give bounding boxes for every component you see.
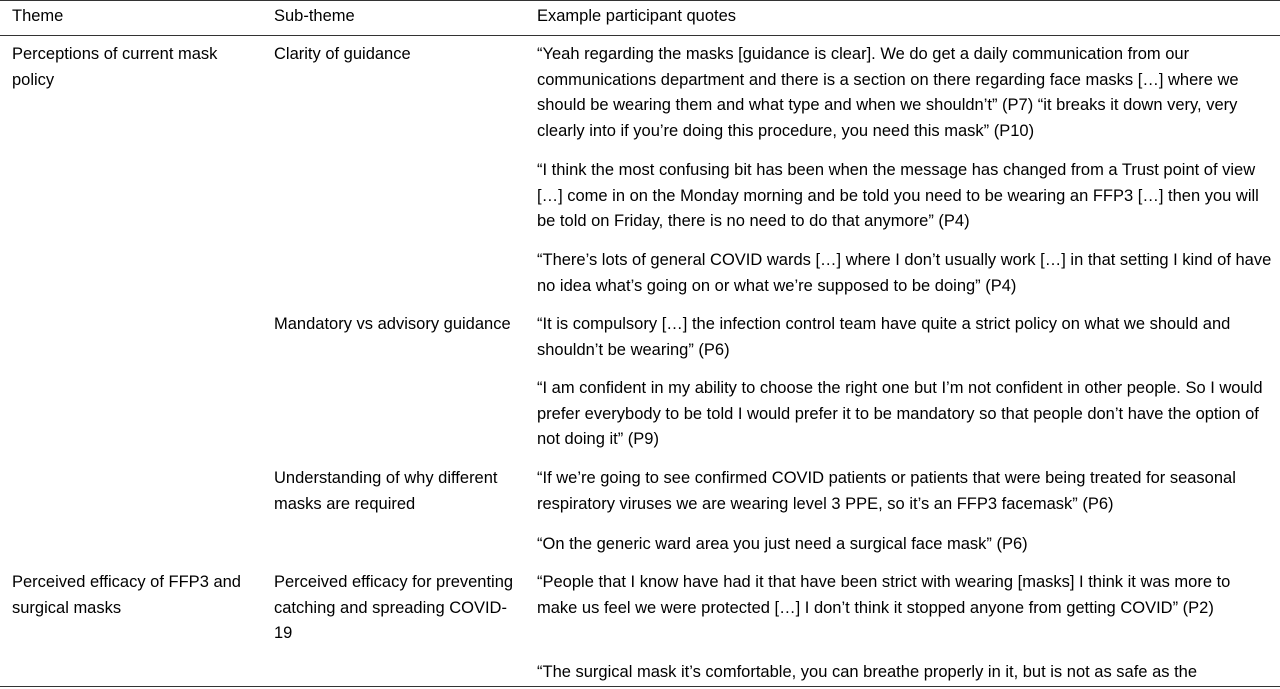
header-bottom-rule <box>0 35 1280 36</box>
header-theme: Theme <box>12 7 64 25</box>
sub-theme-cell: Clarity of guidance <box>274 45 411 63</box>
theme-cell: Perceived efficacy of FFP3 and surgical masks <box>12 573 241 617</box>
sub-theme-cell: Understanding of why different masks are required <box>274 469 498 513</box>
theme-cell: Perceptions of current mask policy <box>12 45 218 89</box>
table-bottom-rule <box>0 686 1280 687</box>
quote-cell: “The surgical mask it’s comfortable, you can breathe properly in it, but is not as safe as the <box>537 663 1198 681</box>
quote-cell: “On the generic ward area you just need a surgical face mask” (P6) <box>537 535 1028 553</box>
header-quotes: Example participant quotes <box>537 7 737 25</box>
header-sub-theme: Sub-theme <box>274 7 355 25</box>
table-top-rule <box>0 0 1280 1</box>
quote-cell: “Yeah regarding the masks [guidance is clear]. We do get a daily communication from our communications department and there is a section on there regarding face masks […] where we should be wearing them and what type and when we shouldn’t” (P7) “it breaks it down very, very clearly into if you’re doing this procedure, you need this mask” (P10) <box>537 45 1239 140</box>
quote-cell: “I am confident in my ability to choose the right one but I’m not confident in other people. So I would prefer everybody to be told I would prefer it to be mandatory so that people don’t have the option of not doing it” (P9) <box>537 379 1263 448</box>
quote-cell: “There’s lots of general COVID wards […] where I don’t usually work […] in that setting I kind of have no idea what’s going on or what we’re supposed to be doing” (P4) <box>537 251 1272 295</box>
quote-cell: “It is compulsory […] the infection control team have quite a strict policy on what we should and shouldn’t be wearing” (P6) <box>537 315 1231 359</box>
quote-cell: “I think the most confusing bit has been when the message has changed from a Trust point of view […] come in on the Monday morning and be told you need to be wearing an FFP3 […] then you will be told on Friday, there is no need to do that anymore” (P4) <box>537 161 1259 230</box>
sub-theme-cell: Perceived efficacy for preventing catching and spreading COVID-19 <box>274 573 514 642</box>
quote-cell: “People that I know have had it that have been strict with wearing [masks] I think it was more to make us feel we were protected […] I don’t think it stopped anyone from getting COVID” (P2) <box>537 573 1231 617</box>
sub-theme-cell: Mandatory vs advisory guidance <box>274 315 511 333</box>
quote-cell: “If we’re going to see confirmed COVID patients or patients that were being treated for seasonal respiratory viruses we are wearing level 3 PPE, so it’s an FFP3 facemask” (P6) <box>537 469 1236 513</box>
